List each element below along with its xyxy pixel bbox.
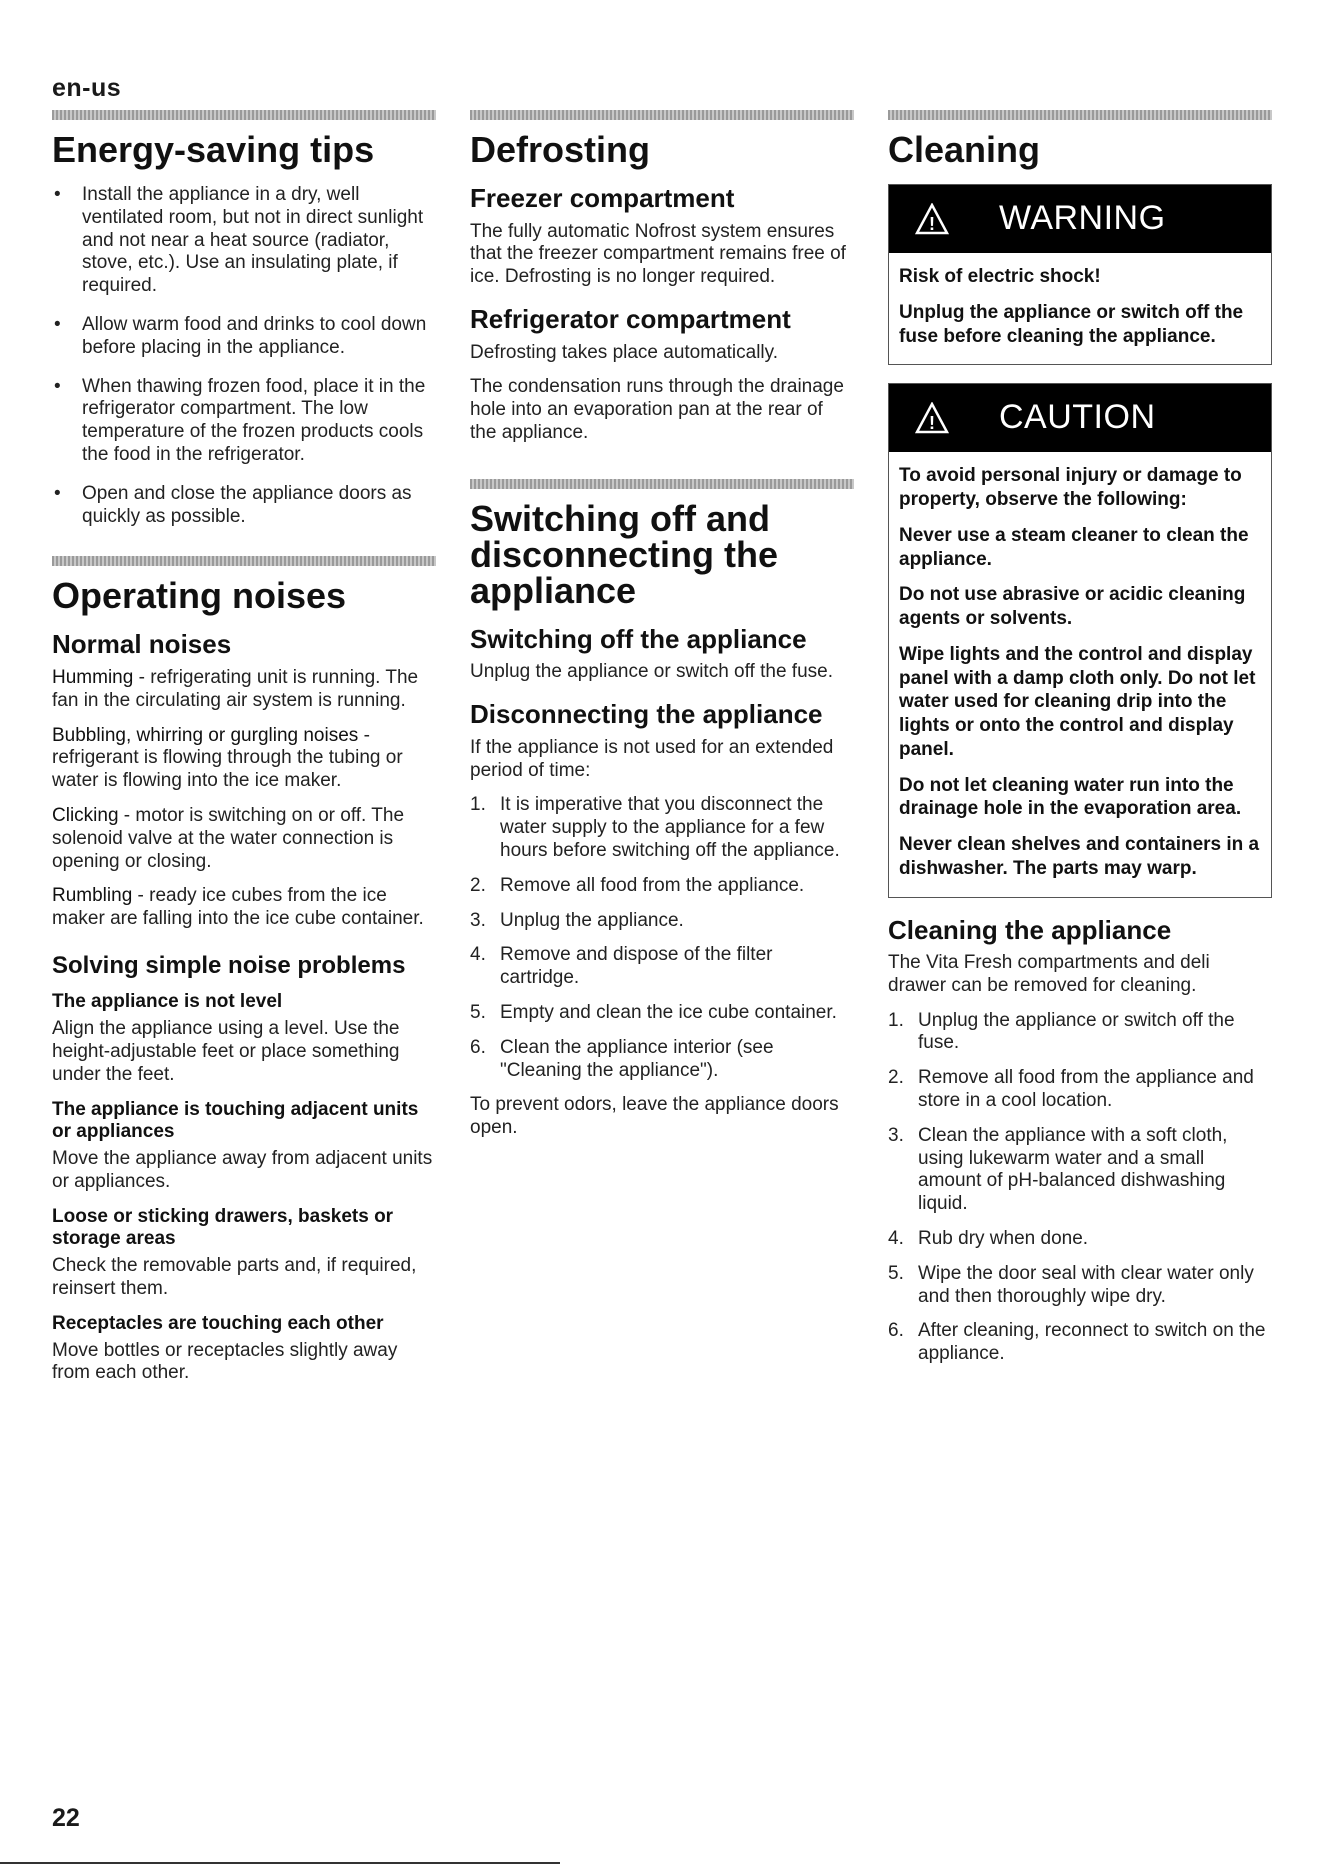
svg-text:!: ! [929,413,935,434]
step-number: 3. [888,1124,904,1146]
column-right [888,110,1272,1378]
step-number: 1. [470,794,486,816]
list-item [888,1228,1272,1251]
caution-line: Wipe lights and the control and display panel with a damp cloth only. Do not let water used for cleaning drip into the lights or onto the control and display panel. [899,643,1256,760]
problem-title: The appliance is touching adjacent units or appliances [52,1098,419,1143]
caution-label: CAUTION [999,398,1156,437]
cleaning-steps [888,1010,1272,1366]
disconnecting-title: Disconnecting the appliance [470,699,823,730]
list-item [888,1125,1272,1216]
freezer-text: The fully automatic Nofrost system ensures that the freezer compartment remains free of ice. Defrosting is no longer required. [470,220,846,288]
step-number: 5. [470,1001,486,1023]
step-number: 6. [470,1036,486,1058]
problem-title: The appliance is not level [52,991,283,1013]
list-item [470,944,854,990]
section-rule [470,479,854,489]
step-text: Empty and clean the ice cube container. [500,1001,837,1023]
energy-tips-list [52,184,436,528]
problem-text: Align the appliance using a level. Use the height-adjustable feet or place something under the feet. [52,1018,400,1085]
operating-noises-title: Operating noises [52,575,347,617]
caution-box [888,383,1272,897]
list-item [470,1002,854,1025]
step-number: 3. [470,909,486,931]
list-item: • When thawing frozen food, place it in the refrigerator compartment. The low temperature of the frozen products cools the food in the refrigerator. [52,376,436,467]
cleaning-appliance-intro: The Vita Fresh compartments and deli drawer can be removed for cleaning. [888,952,1210,996]
warning-box [888,184,1272,365]
section-rule [52,110,436,120]
list-item [888,1067,1272,1113]
section-rule [888,110,1272,120]
language-code: en-us [52,74,122,102]
disconnecting-intro: If the appliance is not used for an extended period of time: [470,736,834,781]
caution-triangle-icon [915,402,949,434]
solving-noise-title: Solving simple noise problems [52,951,406,979]
noise-term: Humming [52,666,134,688]
step-text: Remove and dispose of the filter cartridge. [500,944,773,989]
warning-body [889,253,1271,364]
caution-body [889,452,1271,896]
problem-text: Move the appliance away from adjacent units or appliances. [52,1148,433,1192]
caution-banner [889,384,1271,452]
list-item [470,1037,854,1083]
noise-desc: - refrigerant is flowing through the tubing or water is flowing into the ice maker. [52,724,403,792]
noise-rumbling [52,885,436,931]
list-item [888,1263,1272,1309]
problem-title: Loose or sticking drawers, baskets or storage areas [52,1205,394,1250]
step-number: 4. [470,944,486,966]
switching-off-text: Unplug the appliance or switch off the fuse. [470,661,833,683]
bottom-rule [0,1862,560,1864]
caution-line: Never use a steam cleaner to clean the appliance. [899,524,1249,570]
svg-text:!: ! [929,214,935,234]
page-number: 22 [52,1804,80,1832]
energy-saving-title: Energy-saving tips [52,129,375,170]
caution-line: Do not let cleaning water run into the drainage hole in the evaporation area. [899,774,1242,820]
noise-term: Rumbling [52,885,133,907]
warning-banner [889,185,1271,253]
step-text: Clean the appliance interior (see "Cleaning the appliance"). [500,1036,774,1081]
step-text: Unplug the appliance. [500,909,684,931]
switching-off-title: Switching off and disconnecting the appliance [470,497,779,611]
noise-term: Clicking [52,804,119,826]
step-number: 2. [470,874,486,896]
list-item: • Install the appliance in a dry, well ventilated room, but not in direct sunlight and not near a heat source (radiator, stove, etc.). Use an insulating plate, if required. [52,184,436,298]
step-number: 2. [888,1067,904,1089]
disconnecting-steps [470,794,854,1082]
noise-bubbling [52,725,436,793]
section-rule [470,110,854,120]
switching-off-subtitle: Switching off the appliance [470,623,807,654]
section-rule [52,556,436,566]
step-text: Remove all food from the appliance and store in a cool location. [918,1067,1254,1112]
list-item: • Open and close the appliance doors as quickly as possible. [52,483,436,529]
step-text: Clean the appliance with a soft cloth, using lukewarm water and a small amount of pH-balanced dishwashing liquid. [918,1124,1228,1215]
caution-line: To avoid personal injury or damage to property, observe the following: [899,465,1242,510]
list-item [470,875,854,898]
cleaning-appliance-title: Cleaning the appliance [888,914,1172,945]
step-text: Rub dry when done. [918,1228,1089,1250]
noise-desc: - refrigerating unit is running. The fan in the circulating air system is running. [52,666,419,711]
refrigerator-text-2: The condensation runs through the drainage hole into an evaporation pan at the rear of the appliance. [470,376,844,443]
disconnecting-outro: To prevent odors, leave the appliance doors open. [470,1094,839,1139]
refrigerator-text-1: Defrosting takes place automatically. [470,341,779,363]
step-number: 1. [888,1009,904,1031]
step-number: 6. [888,1320,904,1342]
freezer-compartment-title: Freezer compartment [470,183,735,213]
list-item [888,1320,1272,1366]
list-item [470,910,854,933]
noise-desc: - motor is switching on or off. The solenoid valve at the water connection is opening or closing. [52,804,405,872]
list-item [888,1010,1272,1056]
defrosting-title: Defrosting [470,129,650,170]
warning-label: WARNING [999,199,1166,237]
noise-humming [52,667,436,713]
problem-text: Move bottles or receptacles slightly away from each other. [52,1339,398,1384]
problem-title: Receptacles are touching each other [52,1312,384,1334]
column-middle [470,110,854,1152]
refrigerator-compartment-title: Refrigerator compartment [470,303,791,334]
problem-text: Check the removable parts and, if required, reinsert them. [52,1255,417,1300]
noise-term: Bubbling, whirring or gurgling noises [52,724,359,746]
caution-line: Do not use abrasive or acidic cleaning agents or solvents. [899,584,1246,629]
warning-line: Unplug the appliance or switch off the fuse before cleaning the appliance. [899,301,1244,347]
noise-clicking [52,805,436,873]
step-number: 4. [888,1228,904,1250]
list-item [470,794,854,862]
step-text: Wipe the door seal with clear water only and then thoroughly wipe dry. [918,1262,1254,1307]
list-item: • Allow warm food and drinks to cool down before placing in the appliance. [52,314,436,360]
step-text: Unplug the appliance or switch off the fuse. [918,1009,1235,1054]
caution-line: Never clean shelves and containers in a dishwasher. The parts may warp. [899,834,1260,879]
noise-desc: - ready ice cubes from the ice maker are falling into the ice cube container. [52,885,424,930]
warning-triangle-icon [915,203,949,235]
step-text: It is imperative that you disconnect the water supply to the appliance for a few hours before switching off the appliance. [500,794,840,861]
step-text: After cleaning, reconnect to switch on the appliance. [918,1320,1266,1365]
column-left [52,110,436,1397]
warning-line: Risk of electric shock! [899,266,1101,287]
step-text: Remove all food from the appliance. [500,874,805,896]
cleaning-title: Cleaning [888,129,1041,170]
normal-noises-title: Normal noises [52,629,232,660]
step-number: 5. [888,1262,904,1284]
